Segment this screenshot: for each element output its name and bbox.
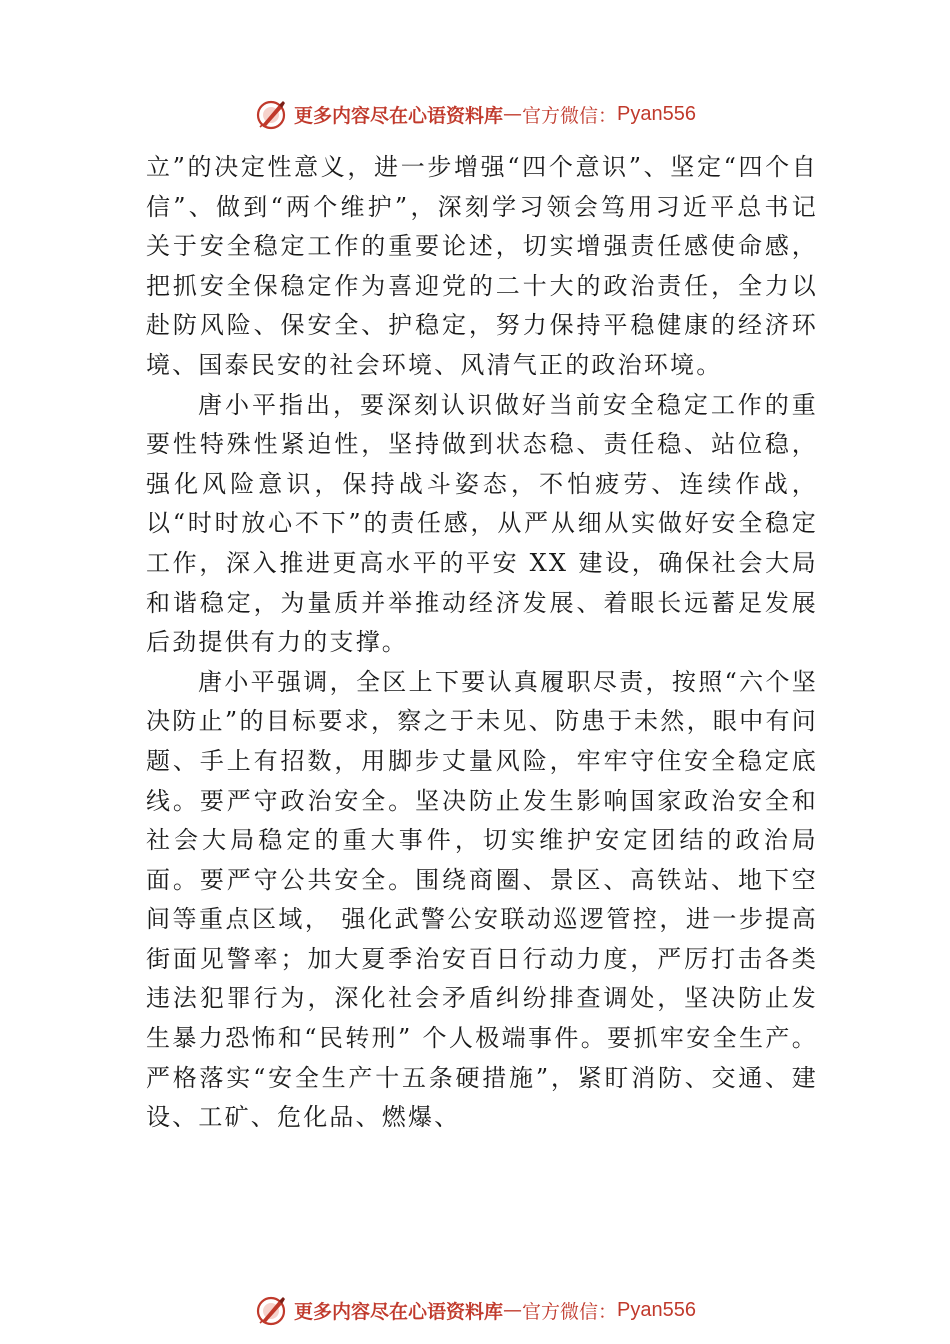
pen-seal-logo-icon [254, 1293, 288, 1327]
wechat-id: Pyan556 [617, 102, 696, 125]
header-banner [0, 94, 950, 134]
separator: — [503, 1299, 523, 1321]
separator: — [503, 103, 523, 125]
wechat-label: 官方微信： [522, 104, 618, 127]
wechat-label: 官方微信： [522, 1300, 618, 1323]
pen-seal-logo-icon [254, 97, 288, 131]
brand-text: 更多内容尽在心语资料库 [294, 104, 504, 127]
footer-banner [0, 1290, 950, 1330]
document-body [146, 148, 818, 1138]
paragraph-3: 唐小平强调，全区上下要认真履职尽责，按照“六个坚决防止”的目标要求，察之于未见、防患于未然，眼中有问题、手上有招数，用脚步丈量风险，牢牢守住安全稳定底线。要严守政治安全。坚决防止发生影响国家政治安全和社会大局稳定的重大事件，切实维护安定团结的政治局面。要严守公共安全。围绕商圈、景区、高铁站、地下空间等重点区域， 强化武警公安联动巡逻管控，进一步提高街面见警率；加大夏季治安百日行动力度，严厉打击各类违法犯罪行为，深化社会矛盾纠纷排查调处，坚决防止发生暴力恐怖和“民转刑” 个人极端事件。要抓牢安全生产。严格落实“安全生产十五条硬措施”，紧盯消防、交通、建设、工矿、危化品、燃爆、 [146, 667, 818, 1132]
wechat-id: Pyan556 [617, 1298, 696, 1321]
paragraph-2: 唐小平指出，要深刻认识做好当前安全稳定工作的重要性特殊性紧迫性，坚持做到状态稳、责任稳、站位稳，强化风险意识，保持战斗姿态，不怕疲劳、连续作战，以“时时放心不下”的责任感，从严从细从实做好安全稳定工作，深入推进更高水平的平安 XX 建设，确保社会大局和谐稳定，为量质并举推动经济发展、着眼长远蓄足发展后劲提供有力的支撑。 [146, 390, 818, 657]
brand-text: 更多内容尽在心语资料库 [294, 1300, 504, 1323]
paragraph-1: 立”的决定性意义，进一步增强“四个意识”、坚定“四个自信”、做到“两个维护”，深刻学习领会笃用习近平总书记关于安全稳定工作的重要论述，切实增强责任感使命感，把抓安全保稳定作为喜迎党的二十大的政治责任，全力以赴防风险、保安全、护稳定，努力保持平稳健康的经济环境、国泰民安的社会环境、风清气正的政治环境。 [146, 153, 818, 379]
